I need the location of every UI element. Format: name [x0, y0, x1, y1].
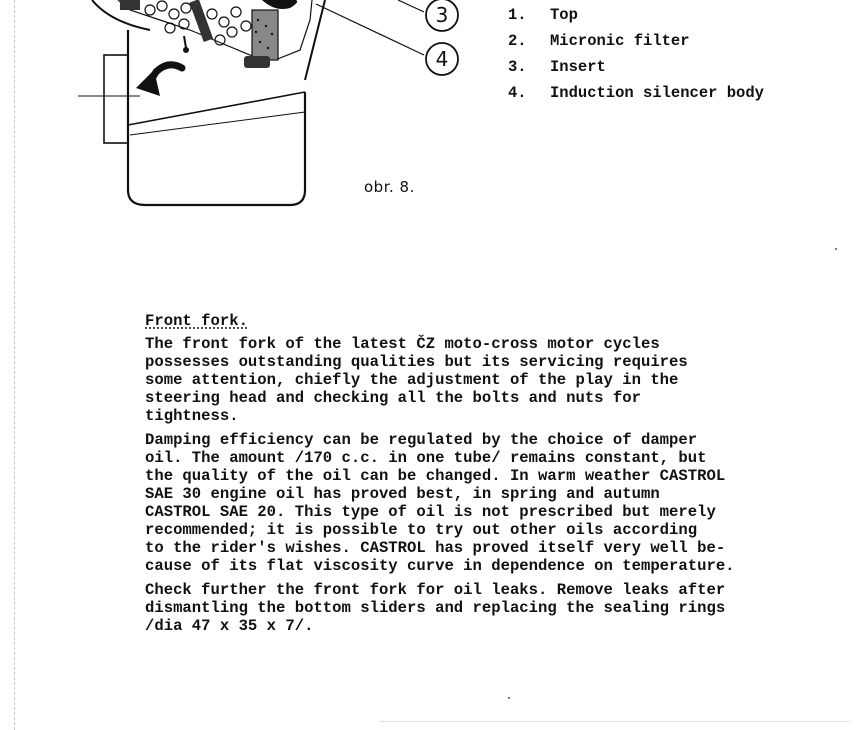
- paragraph-damping: Damping efficiency can be regulated by the choice of damper oil. The amount /170 c.c. in one tube/ remains constant, but the quality of the oil can be changed. In warm weather CASTROL SAE 30 engine oil has proved best, in spring and autumn CASTROL SAE 20. This type of oil is not prescribed but merely recommended; it is possible to try out other oils according to the rider's wishes. CASTROL has proved itself very well be- cause of its flat viscosity curve in dependence on temperature.: [145, 431, 735, 575]
- legend-item-number: 3.: [508, 58, 527, 76]
- scan-speck: [508, 697, 510, 699]
- legend-item: [508, 2, 764, 28]
- legend-item-label: Insert: [550, 58, 606, 76]
- legend-item-label: Top: [550, 6, 578, 24]
- front-fork-section: [145, 312, 835, 641]
- legend-item-number: 2.: [508, 32, 527, 50]
- legend-item-label: Induction silencer body: [550, 84, 764, 102]
- legend-item: [508, 28, 764, 54]
- figure-caption: obr. 8.: [364, 178, 415, 196]
- scan-speck: [835, 248, 837, 250]
- paragraph-oil-leaks: Check further the front fork for oil leaks. Remove leaks after dismantling the bottom sliders and replacing the sealing rings /dia 47 x 35 x 7/.: [145, 581, 726, 635]
- induction-silencer-figure: [0, 0, 480, 215]
- legend-item-label: Micronic filter: [550, 32, 690, 50]
- section-heading: Front fork.: [145, 312, 248, 330]
- paragraph-intro: The front fork of the latest ČZ moto-cross motor cycles possesses outstanding qualities but its servicing requires some attention, chiefly the adjustment of the play in the steering head and checking all the bolts and nuts for tightness.: [145, 335, 688, 425]
- scan-noise-line: [380, 721, 850, 723]
- callout-3-label: 3: [435, 3, 449, 27]
- legend-item-number: 1.: [508, 6, 527, 24]
- legend-item-number: 4.: [508, 84, 527, 102]
- legend-item: [508, 80, 764, 106]
- figure-legend: [508, 2, 764, 106]
- legend-item: [508, 54, 764, 80]
- callout-4-label: 4: [435, 47, 449, 71]
